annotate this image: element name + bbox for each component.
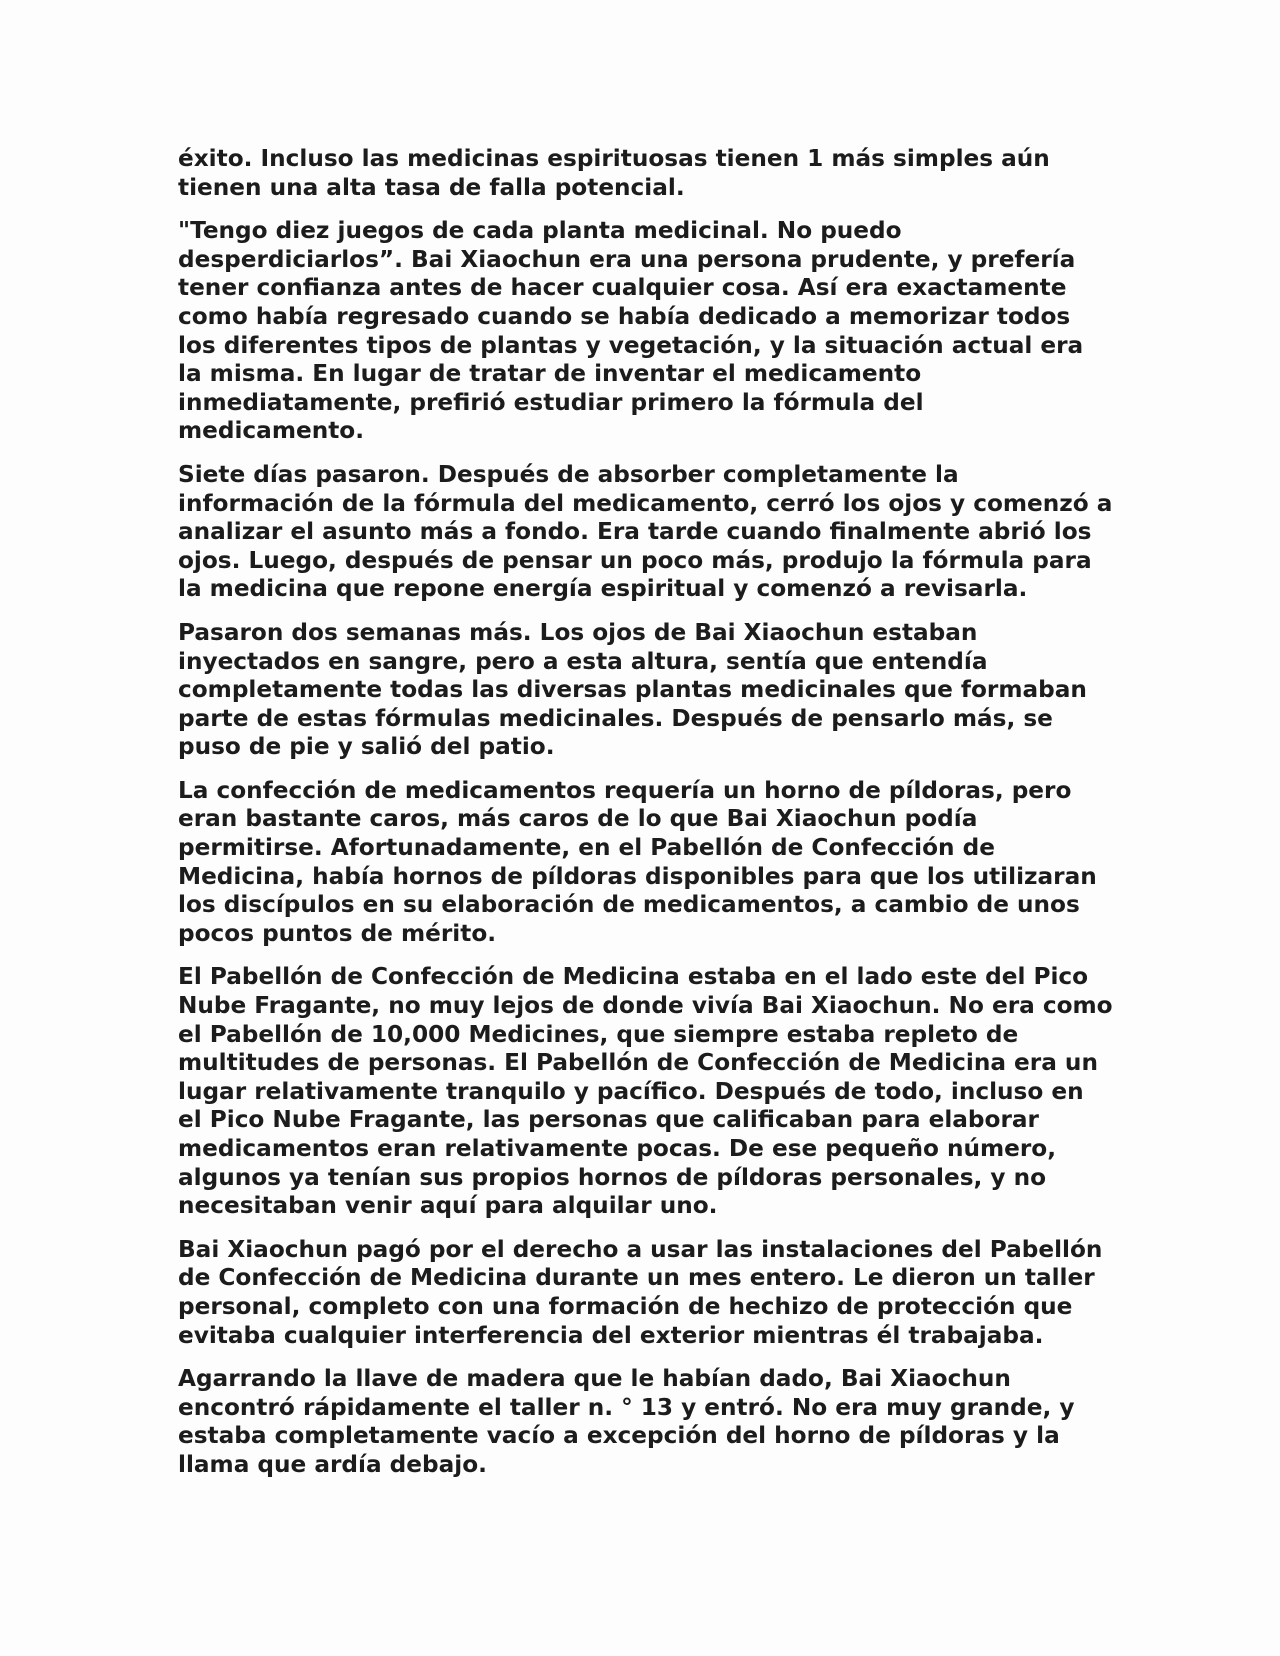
paragraph-5: La confección de medicamentos requería un horno de píldoras, pero eran bastante caros, más caros de lo que Bai Xiaochun podía permitirse. Afortunadamente, en el Pabellón de Confección de Medicina, había hornos de píldoras disponibles para que los utilizaran los discípulos en su elaboración de medicamentos, a cambio de unos pocos puntos de mérito. (178, 776, 1097, 947)
paragraph-4: Pasaron dos semanas más. Los ojos de Bai Xiaochun estaban inyectados en sangre, pero a esta altura, sentía que entendía completamente todas las diversas plantas medicinales que formaban parte de estas fórmulas medicinales. Después de pensarlo más, se puso de pie y salió del patio. (178, 618, 1087, 761)
paragraph-6: El Pabellón de Confección de Medicina estaba en el lado este del Pico Nube Fragante, no muy lejos de donde vivía Bai Xiaochun. No era como el Pabellón de 10,000 Medicines, que siempre estaba repleto de multitudes de personas. El Pabellón de Confección de Medicina era un lugar relativamente tranquilo y pacífico. Después de todo, incluso en el Pico Nube Fragante, las personas que calificaban para elaborar medicamentos eran relativamente pocas. De ese pequeño número, algunos ya tenían sus propios hornos de píldoras personales, y no necesitaban venir aquí para alquilar uno. (178, 963, 1113, 1220)
paragraph-2: "Tengo diez juegos de cada planta medicinal. No puedo desperdiciarlos”. Bai Xiaochun era una persona prudente, y prefería tener confianza antes de hacer cualquier cosa. Así era exactamente como había regresado cuando se había dedicado a memorizar todos los diferentes tipos de plantas y vegetación, y la situación actual era la misma. En lugar de tratar de inventar el medicamento inmediatamente, prefirió estudiar primero la fórmula del medicamento. (178, 217, 1084, 445)
paragraph-1: éxito. Incluso las medicinas espirituosas tienen 1 más simples aún tienen una alta tasa de falla potencial. (178, 145, 1050, 201)
paragraph-7: Bai Xiaochun pagó por el derecho a usar las instalaciones del Pabellón de Confección de Medicina durante un mes entero. Le dieron un taller personal, completo con una formación de hechizo de protección que evitaba cualquier interferencia del exterior mientras él trabajaba. (178, 1235, 1103, 1349)
text-column (178, 145, 1113, 1495)
paragraph-3: Siete días pasaron. Después de absorber completamente la información de la fórmula del medicamento, cerró los ojos y comenzó a analizar el asunto más a fondo. Era tarde cuando finalmente abrió los ojos. Luego, después de pensar un poco más, produjo la fórmula para la medicina que repone energía espiritual y comenzó a revisarla. (178, 460, 1113, 603)
paragraph-8: Agarrando la llave de madera que le habían dado, Bai Xiaochun encontró rápidamente el taller n. ° 13 y entró. No era muy grande, y estaba completamente vacío a excepción del horno de píldoras y la llama que ardía debajo. (178, 1365, 1075, 1478)
